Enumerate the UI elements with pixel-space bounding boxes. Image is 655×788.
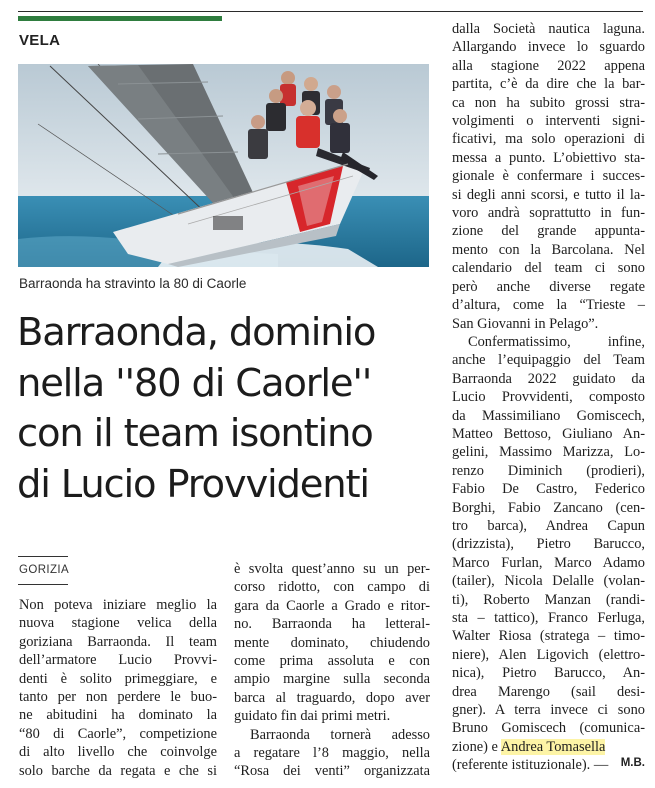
body-line: gionale è confermare i succes-: [452, 168, 645, 185]
body-line: tanto per non perdere le buo-: [19, 689, 217, 706]
body-line: San Giovanni in Pelago”.: [452, 315, 599, 332]
dateline: GORIZIA: [19, 564, 70, 576]
body-line: Matteo Bettoso, Giuliano An-: [452, 425, 645, 442]
body-line: gara da Caorle a Grado e ritor-: [234, 597, 430, 614]
body-line: mento con la Barcolana. Nel: [452, 241, 645, 258]
body-line: nica), Pietro Barucco, An-: [452, 665, 645, 682]
body-line: guidato fin dai primi metri.: [234, 708, 391, 725]
body-line: ti), Roberto Manzan (randi-: [452, 591, 645, 608]
body-line: mente dominato, chiudendo: [234, 634, 430, 651]
body-fragment: zione) e: [452, 738, 501, 755]
body-line: ca non ha subito grossi stra-: [452, 94, 645, 111]
photo-caption: Barraonda ha stravinto la 80 di Caorle: [19, 276, 247, 291]
body-line: niere), Alen Ligovich (elettro-: [452, 646, 645, 663]
top-rule: [18, 11, 643, 12]
body-line: calendario del team ci sono: [452, 260, 645, 277]
body-line: Lucio Provvidenti, composto: [452, 389, 645, 406]
body-line: “80 di Caorle”, competizione: [19, 725, 217, 742]
body-line: drea Marengo (sail desi-: [452, 683, 645, 700]
headline: [17, 308, 437, 510]
body-line: voro andrà soprattutto in fun-: [452, 205, 645, 222]
body-line: tro barca), Andrea Capun: [452, 517, 645, 534]
body-line: gelini, Massimo Marizza, Lo-: [452, 444, 645, 461]
body-line: come prima assoluta e con: [234, 653, 430, 670]
body-line: alla stagione 2022 appena: [452, 57, 645, 74]
body-line-mixed: [452, 738, 645, 756]
article-column-2: [234, 560, 430, 781]
body-line: Marco Furlan, Marco Adamo: [452, 554, 645, 571]
body-line: “Rosa dei venti” organizzata: [234, 763, 430, 780]
body-line: barca al traguardo, dopo aver: [234, 689, 430, 706]
body-line: di alto livello che coinvolge: [19, 744, 217, 761]
author-signature: M.B.: [620, 757, 645, 769]
body-line: (tailer), Nicola Delalle (volan-: [452, 573, 645, 590]
body-line: Barraonda tornerà adesso: [250, 726, 430, 743]
body-line: a regatare l’8 maggio, nella: [234, 745, 430, 762]
body-line: (referente istituzionale). —: [452, 757, 609, 774]
body-line: Fabio De Castro, Federico: [452, 481, 645, 498]
section-label: VELA: [19, 32, 61, 49]
dateline-rule: [18, 584, 68, 585]
body-line: si degli anni scorsi, e tutto il la-: [452, 186, 645, 203]
body-line: messa a punto. L’obiettivo sta-: [452, 149, 645, 166]
headline-line: di Lucio Provvidenti: [17, 461, 369, 507]
body-line: dell’armatore Lucio Provvi-: [19, 652, 217, 669]
body-line: però anche diverse regate: [452, 278, 645, 295]
body-line: renzo Diminich (prodieri),: [452, 462, 645, 479]
body-line: no. Barraonda ha letteral-: [234, 616, 430, 633]
body-line: ne abitudini ha dominato la: [19, 707, 217, 724]
body-line: Borghi, Fabio Zancano (cen-: [452, 499, 645, 516]
body-line: d’altura, come la “Trieste –: [452, 297, 645, 314]
body-line: denti è solito primeggiare, e: [19, 670, 217, 687]
body-line: (drizzista), Pietro Barucco,: [452, 536, 645, 553]
body-line: partita, c’è da dire che la bar-: [452, 76, 645, 93]
body-line: solo barche da regata e che si: [19, 762, 217, 779]
highlighted-name: Andrea Tomasella: [500, 738, 606, 755]
body-line: ficativi, ma solo operazioni di: [452, 131, 645, 148]
section-accent-bar: [18, 16, 222, 21]
headline-line: Barraonda, dominio: [17, 310, 376, 355]
body-line: Bruno Gomiscech (comunica-: [452, 720, 645, 737]
body-line: Non poteva iniziare meglio la: [19, 597, 217, 613]
dateline-rule: [18, 556, 68, 557]
body-line: volgimenti o interventi signi-: [452, 113, 645, 130]
body-line: sta – tattico), Franco Ferluga,: [452, 610, 645, 626]
body-line: corso ridotto, con campo di: [234, 579, 430, 596]
body-line: anche l’equipaggio del Team: [452, 352, 645, 369]
article-column-3: [452, 20, 645, 775]
body-line: zione del grande appunta-: [452, 223, 645, 240]
body-line: Barraonda 2022 guidato da: [452, 370, 645, 387]
body-line: Walter Riosa (stratega – timo-: [452, 628, 645, 645]
body-line: dalla Società nautica laguna.: [452, 21, 645, 37]
sailboat-photo: [18, 64, 429, 267]
body-line: ampio margine sulla seconda: [234, 671, 430, 688]
body-line: è svolta quest’anno su un per-: [234, 561, 430, 577]
body-line: nuova stagione velica della: [19, 615, 217, 632]
body-line: goriziana Barraonda. Il team: [19, 633, 217, 650]
article-column-1: [19, 596, 217, 780]
body-line: Allargando invece lo sguardo: [452, 39, 645, 56]
headline-line: nella ''80 di Caorle'': [17, 360, 372, 406]
body-line: da Massimiliano Gomiscech,: [452, 407, 645, 424]
body-line: gner). A terra invece ci sono: [452, 702, 645, 719]
headline-line: con il team isontino: [17, 411, 373, 456]
body-line: Confermatissimo, infine,: [468, 333, 645, 350]
